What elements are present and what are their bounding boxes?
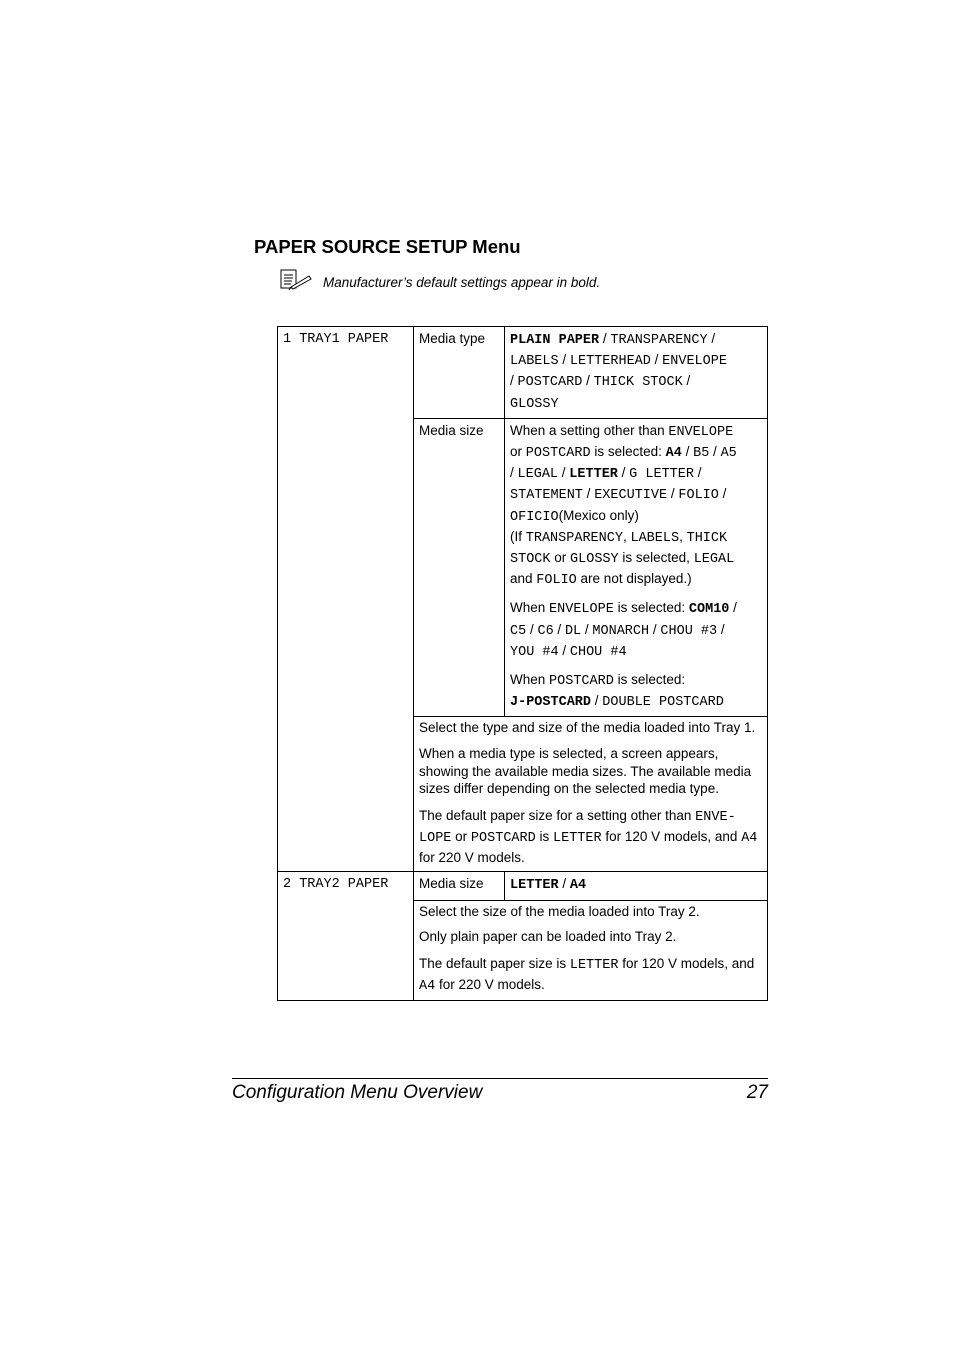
- text: or: [510, 444, 526, 460]
- media-size-options: LETTER / A4: [505, 872, 768, 900]
- option: TRANSPARENCY: [610, 333, 708, 348]
- option: POSTCARD: [470, 831, 536, 847]
- text: is selected:: [613, 672, 686, 688]
- text: ,: [679, 528, 687, 544]
- option: LETTER: [569, 957, 619, 973]
- page-number: 27: [746, 1082, 768, 1103]
- menu-item-tray2: [278, 872, 414, 1001]
- text: for 120 V models, and: [601, 829, 742, 845]
- option-default: LETTER: [569, 467, 618, 483]
- option: POSTCARD: [517, 375, 583, 391]
- tray2-description: [414, 900, 768, 1001]
- text: or: [451, 829, 471, 845]
- option: ENVE-LOPE: [419, 809, 736, 847]
- option: LABELS: [630, 530, 680, 546]
- option: ENVELOPE: [549, 602, 614, 618]
- option: A4: [419, 979, 436, 995]
- description-text: When a media type is selected, a screen appears, showing the available media sizes. The available media sizes differ depending on the selected media type.: [419, 746, 752, 797]
- option: C6: [537, 623, 554, 639]
- media-size-options: When a setting other than ENVELOPE or POSTCARD is selected: A4 / B5 / A5 / LEGAL / LETTER / G LETTER / STATEMENT / EXECUTIVE / FOLIO / OFICIO(Mexico only) (If TRANSPARENCY, LABELS, THICK STOCK or GLOSSY is selected, LEGAL and FOLIO are not displayed.) When ENVELOPE is selected: COM10 / C5 / C6 / DL / MONARCH / CHOU #3 / YOU #4 / CHOU #4 When POSTCARD is selected: J-POSTCARD / DOUBLE POSTCARD: [505, 418, 768, 717]
- setting-label: Media size: [419, 422, 484, 438]
- option: A4: [741, 831, 758, 847]
- table-row: [278, 327, 768, 419]
- option: A5: [720, 446, 737, 462]
- option: OFICIO: [510, 509, 559, 525]
- option: TRANSPARENCY: [525, 530, 623, 546]
- text: ,: [622, 528, 631, 544]
- note-text: Manufacturer’s default settings appear in bold.: [323, 275, 601, 290]
- text: for 220 V models.: [419, 850, 525, 866]
- option: ENVELOPE: [662, 354, 727, 370]
- description-text: Only plain paper can be loaded into Tray 2.: [419, 929, 677, 945]
- option: LETTERHEAD: [569, 354, 651, 370]
- setting-label: Media size: [419, 876, 484, 892]
- option: C5: [510, 623, 527, 639]
- option-default: PLAIN PAPER: [510, 333, 600, 348]
- option: GLOSSY: [510, 396, 559, 412]
- option-default: A4: [569, 878, 587, 894]
- description-text: Select the type and size of the media loaded into Tray 1.: [419, 720, 756, 736]
- text: and: [510, 571, 537, 587]
- text: are not displayed.): [576, 571, 692, 587]
- text: is selected:: [590, 444, 666, 460]
- option: LETTER: [553, 831, 602, 847]
- option: THICK STOCK: [593, 375, 683, 391]
- option: LEGAL: [693, 552, 735, 568]
- option: YOU #4: [510, 644, 559, 660]
- option: CHOU #3: [660, 623, 718, 639]
- option: CHOU #4: [569, 644, 627, 660]
- option: ENVELOPE: [668, 424, 734, 440]
- option: GLOSSY: [570, 552, 619, 568]
- setting-label-cell: [414, 872, 505, 900]
- footer-rule: [232, 1078, 768, 1079]
- text: When a setting other than: [510, 422, 669, 438]
- option: FOLIO: [678, 488, 719, 504]
- option: FOLIO: [536, 573, 577, 589]
- setting-label: Media type: [419, 331, 486, 346]
- text: The default paper size is: [419, 955, 570, 971]
- text: The default paper size for a setting other than: [419, 807, 696, 823]
- option: DOUBLE POSTCARD: [602, 695, 724, 711]
- menu-item-label: 2 TRAY2 PAPER: [283, 877, 389, 893]
- text: (If: [510, 528, 526, 544]
- option: LABELS: [510, 354, 559, 370]
- option-default: J-POSTCARD: [510, 695, 592, 711]
- footer-title: Configuration Menu Overview: [232, 1082, 483, 1103]
- text: is selected:: [613, 600, 689, 616]
- description-text: Select the size of the media loaded into Tray 2.: [419, 903, 700, 919]
- setting-label-cell: [414, 418, 505, 717]
- note-pencil-icon: [279, 268, 313, 292]
- option: G LETTER: [629, 467, 694, 483]
- text: for 220 V models.: [435, 977, 545, 993]
- text: is selected,: [618, 550, 694, 566]
- option: THICK STOCK: [510, 530, 728, 568]
- option-default: COM10: [688, 602, 730, 618]
- tray1-description: [414, 717, 768, 872]
- option: POSTCARD: [549, 674, 614, 690]
- menu-table: [277, 326, 768, 1001]
- option-default: LETTER: [510, 878, 559, 894]
- text: When: [510, 600, 550, 616]
- text: is: [535, 829, 553, 845]
- setting-label-cell: [414, 327, 505, 419]
- text: (Mexico only): [558, 507, 639, 523]
- text: or: [550, 550, 571, 566]
- option: POSTCARD: [525, 446, 591, 462]
- option: EXECUTIVE: [594, 488, 668, 504]
- menu-item-label: 1 TRAY1 PAPER: [283, 332, 389, 347]
- text: for 120 V models, and: [618, 955, 755, 971]
- menu-item-tray1: [278, 327, 414, 872]
- option: DL: [564, 623, 582, 639]
- media-type-options: PLAIN PAPER / TRANSPARENCY / LABELS / LETTERHEAD / ENVELOPE / POSTCARD / THICK STOCK / GLOSSY: [505, 327, 768, 419]
- text: When: [510, 672, 550, 688]
- option: STATEMENT: [510, 488, 583, 504]
- option-default: A4: [665, 446, 682, 462]
- option: LEGAL: [517, 467, 559, 483]
- option: B5: [693, 446, 710, 462]
- section-title: PAPER SOURCE SETUP Menu: [254, 236, 521, 257]
- table-row: [278, 872, 768, 900]
- option: MONARCH: [592, 623, 650, 639]
